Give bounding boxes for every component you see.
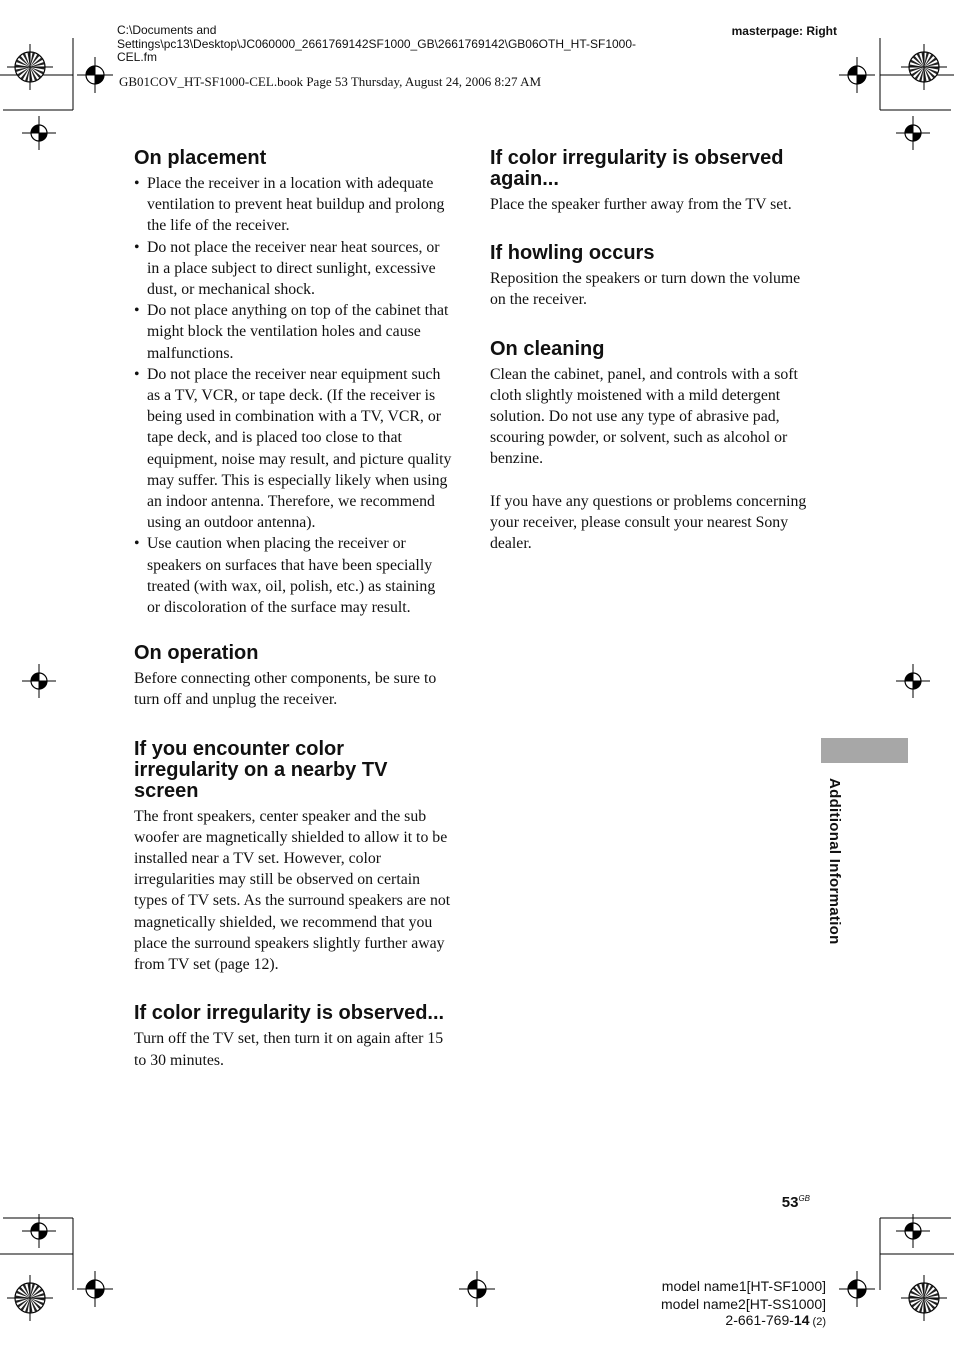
- product-code-prefix: 2-661-769-: [725, 1312, 794, 1328]
- cleaning-contact: If you have any questions or problems concerning your receiver, please consult your nearest Sony dealer.: [490, 492, 807, 553]
- placement-bullet: • Use caution when placing the receiver or speakers on surfaces that have been specially treated (with wax, oil, polish, etc.) as staining or discoloration of the surface may result.: [134, 533, 452, 618]
- heading-on-cleaning: On cleaning: [490, 337, 605, 360]
- section-howling: [490, 243, 808, 310]
- left-column: [134, 148, 452, 1071]
- section-operation: [134, 643, 452, 710]
- observed-body: Turn off the TV set, then turn it on again after 15 to 30 minutes.: [134, 1030, 444, 1069]
- heading-on-placement: On placement: [134, 147, 267, 169]
- product-code-bold: 14: [793, 1312, 810, 1328]
- placement-bullet: • Do not place the receiver near heat sources, or in a place subject to direct sunlight, excessive dust, or mechanical shock.: [134, 237, 452, 301]
- section-color-irregularity: [134, 739, 452, 976]
- model-name-1: model name1[HT-SF1000]: [661, 1278, 826, 1294]
- section-tab-bar: [821, 738, 908, 763]
- product-code: [560, 1312, 826, 1330]
- heading-howling: If howling occurs: [490, 242, 655, 265]
- page-number-suffix: GB: [798, 1194, 810, 1203]
- page-number: [760, 1194, 810, 1211]
- cleaning-body: Clean the cabinet, panel, and controls with a soft cloth slightly moistened with a mild detergent solution. Do not use any type of abrasive pad, scouring powder, or solvent, such as alcohol or benzine.: [490, 365, 798, 468]
- observed-again-body: Place the speaker further away from the TV set.: [490, 196, 792, 213]
- right-column: [490, 148, 808, 554]
- product-code-suffix: (2): [809, 1316, 826, 1328]
- placement-bullet: • Do not place the receiver near equipment such as a TV, VCR, or tape deck. (If the receiver is being used in combination with a TV, VCR, or tape deck, and is placed too close to that equipment, noise may result, and picture quality may suffer. This is especially likely when using an indoor antenna. Therefore, we recommend using an outdoor antenna).: [134, 364, 452, 534]
- page-number-value: 53: [781, 1194, 799, 1211]
- header-masterpage: masterpage: Right: [731, 24, 837, 38]
- placement-bullet: • Do not place anything on top of the cabinet that might block the ventilation holes and cause malfunctions.: [134, 300, 452, 364]
- heading-observed-again: If color irregularity is observed again...: [490, 147, 784, 190]
- section-cleaning: [490, 339, 808, 555]
- howling-body: Reposition the speakers or turn down the volume on the receiver.: [490, 270, 801, 309]
- section-observed-again: [490, 148, 808, 215]
- operation-body: Before connecting other components, be sure to turn off and unplug the receiver.: [134, 670, 437, 709]
- side-tab-label: Additional Information: [826, 778, 843, 945]
- placement-bullet: • Place the receiver in a location with adequate ventilation to prevent heat buildup and prolong the life of the receiver.: [134, 173, 452, 237]
- heading-observed: If color irregularity is observed...: [134, 1002, 445, 1025]
- placement-list: [134, 173, 452, 618]
- model-name-2: model name2[HT-SS1000]: [661, 1296, 826, 1312]
- heading-color-irregularity: If you encounter color irregularity on a nearby TV screen: [134, 737, 388, 802]
- header-book-info: GB01COV_HT-SF1000-CEL.book Page 53 Thursday, August 24, 2006 8:27 AM: [119, 74, 542, 89]
- color-irregularity-body: The front speakers, center speaker and the sub woofer are magnetically shielded to allow it to be installed near a TV set. However, color irregularities may still be observed on certain types of TV sets. As the surround speakers are not magnetically shielded, we recommend that you place the surround speakers slightly further away from TV set (page 12).: [134, 807, 451, 974]
- heading-on-operation: On operation: [134, 642, 259, 665]
- header-file-path: C:\Documents and Settings\pc13\Desktop\JC060000_2661769142SF1000_GB\2661769142\GB06OTH_HT-SF1000- CEL.fm: [117, 23, 637, 64]
- section-placement: [134, 148, 452, 618]
- section-observed: [134, 1003, 452, 1070]
